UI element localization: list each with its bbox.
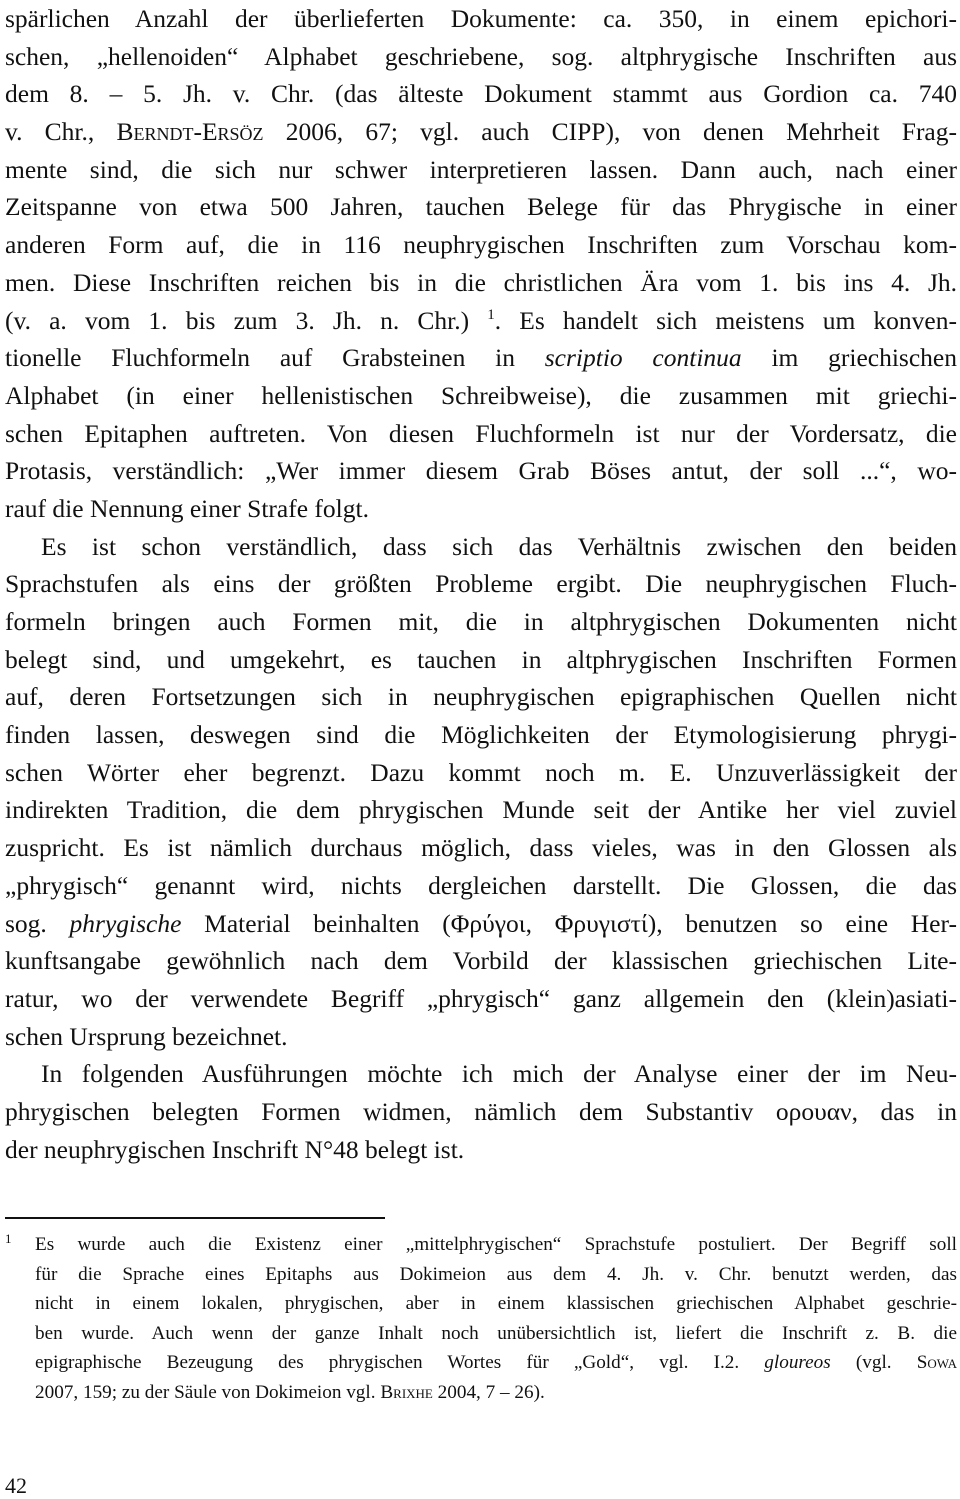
text-line: Sprachstufen als eins der größten Probleme ergibt. Die neuphrygischen Fluch- <box>5 569 957 599</box>
text-line: formeln bringen auch Formen mit, die in altphrygischen Dokumenten nicht <box>5 607 957 636</box>
text-line <box>5 113 957 151</box>
text-segment: tionelle Fluchformeln auf Grabsteinen in <box>5 343 545 373</box>
footnote-line: ben wurde. Auch wenn der ganze Inhalt noch unübersichtlich ist, liefert die Inschrift z. B. die <box>35 1322 957 1344</box>
footnote-line: für die Sprache eines Epitaphs aus Dokimeion aus dem 4. Jh. v. Chr. benutzt werden, das <box>35 1263 957 1285</box>
text-segment: . Es handelt sich meistens um konven- <box>494 305 957 335</box>
italic-term: phrygische <box>69 908 182 938</box>
text-line: Es ist schon verständlich, dass sich das Verhältnis zwischen den beiden <box>41 531 957 561</box>
footnote-line <box>5 1378 957 1408</box>
footnote-marker: 1 <box>5 1231 12 1246</box>
text-line: Alphabet (in einer hellenistischen Schreibweise), die zusammen mit griechi- <box>5 380 957 410</box>
author-name: Brixhe <box>380 1381 433 1403</box>
text-line: spärlichen Anzahl der überlieferten Dokumente: ca. 350, in einem epichori- <box>5 4 957 33</box>
text-line: zuspricht. Es ist nämlich durchaus möglich, dass vieles, was in den Glossen als <box>5 833 957 863</box>
text-segment: Material beinhalten (Φρύγοι, Φρυγιστί), benutzen so eine Her- <box>181 908 957 938</box>
text-segment: (vgl. <box>830 1352 917 1374</box>
author-name: Sowa <box>916 1352 957 1374</box>
body-text <box>5 0 957 1168</box>
text-line: men. Diese Inschriften reichen bis in die christlichen Ära vom 1. bis ins 4. Jh. <box>5 267 957 297</box>
author-name: Berndt-Ersöz <box>116 117 264 147</box>
text-line: auf, deren Fortsetzungen sich in neuphrygischen epigraphischen Quellen nicht <box>5 682 957 712</box>
text-segment: sog. <box>5 908 70 938</box>
text-line <box>5 302 957 340</box>
text-line: schen Wörter eher begrenzt. Dazu kommt noch m. E. Unzuverlässigkeit der <box>5 757 957 787</box>
text-line: belegt sind, und umgekehrt, es tauchen in altphrygischen Inschriften Formen <box>5 644 957 674</box>
text-line: anderen Form auf, die in 116 neuphrygischen Inschriften zum Vorschau kom- <box>5 230 957 260</box>
footnote-block <box>5 1230 957 1408</box>
text-segment: Es wurde auch die Existenz einer „mittelphrygischen“ Sprachstufe postuliert. Der Begriff soll <box>35 1234 957 1255</box>
footnote-reference[interactable]: 1 <box>487 306 495 323</box>
text-line: kunftsangabe gewöhnlich nach dem Vorbild der klassischen griechischen Lite- <box>5 946 957 976</box>
text-segment: v. Chr., <box>5 117 117 147</box>
text-line <box>5 905 957 943</box>
text-line: der neuphrygischen Inschrift N°48 belegt ist. <box>5 1134 465 1164</box>
text-line: Zeitspanne von etwa 500 Jahren, tauchen Belege für das Phrygische in einer <box>5 192 957 222</box>
text-line: schen Ursprung bezeichnet. <box>5 1021 288 1051</box>
text-line: „phrygisch“ genannt wird, nichts dergleichen darstellt. Die Glossen, die das <box>5 870 957 900</box>
text-segment: 2006, 67; vgl. auch CIPP), von denen Mehrheit Frag- <box>263 117 957 147</box>
text-line: ratur, wo der verwendete Begriff „phrygisch“ ganz allgemein den (klein)asiati- <box>5 983 957 1013</box>
text-segment: 2004, 7 – 26). <box>432 1381 545 1403</box>
footnote-line <box>5 1348 957 1378</box>
text-segment: 2007, 159; zu der Säule von Dokimeion vgl. <box>35 1381 381 1403</box>
footnote-line <box>5 1230 957 1260</box>
text-line <box>5 339 957 377</box>
italic-term: scriptio continua <box>544 343 742 373</box>
text-line: schen Epitaphen auftreten. Von diesen Fluchformeln ist nur der Vordersatz, die <box>5 418 957 448</box>
text-segment: (v. a. vom 1. bis zum 3. Jh. n. Chr.) <box>5 305 488 335</box>
text-segment: im griechischen <box>741 343 957 373</box>
text-line: In folgenden Ausführungen möchte ich mich der Analyse einer der im Neu- <box>41 1059 957 1089</box>
text-line: schen, „hellenoiden“ Alphabet geschriebene, sog. altphrygische Inschriften aus <box>5 41 957 71</box>
text-line: Protasis, verständlich: „Wer immer diesem Grab Böses antut, der soll ...“, wo- <box>5 456 957 486</box>
text-line: phrygischen belegten Formen widmen, nämlich dem Substantiv ορουαν, das in <box>5 1096 957 1126</box>
page-number: 42 <box>5 1473 27 1498</box>
text-line: rauf die Nennung einer Strafe folgt. <box>5 493 369 523</box>
text-line: mente sind, die sich nur schwer interpretieren lassen. Dann auch, nach einer <box>5 154 957 184</box>
text-line: dem 8. – 5. Jh. v. Chr. (das älteste Dokument stammt aus Gordion ca. 740 <box>5 79 957 109</box>
footnote-line: nicht in einem lokalen, phrygischen, aber in einem klassischen griechischen Alphabet geschrie- <box>35 1293 957 1315</box>
italic-term: gloureos <box>764 1352 831 1374</box>
text-line: indirekten Tradition, die dem phrygischen Munde seit der Antike her viel zuviel <box>5 795 957 825</box>
footnote-separator <box>5 1217 385 1219</box>
text-segment: epigraphische Bezeugung des phrygischen Wortes für „Gold“, vgl. I.2. <box>35 1352 765 1374</box>
text-line: finden lassen, deswegen sind die Möglichkeiten der Etymologisierung phrygi- <box>5 720 957 750</box>
